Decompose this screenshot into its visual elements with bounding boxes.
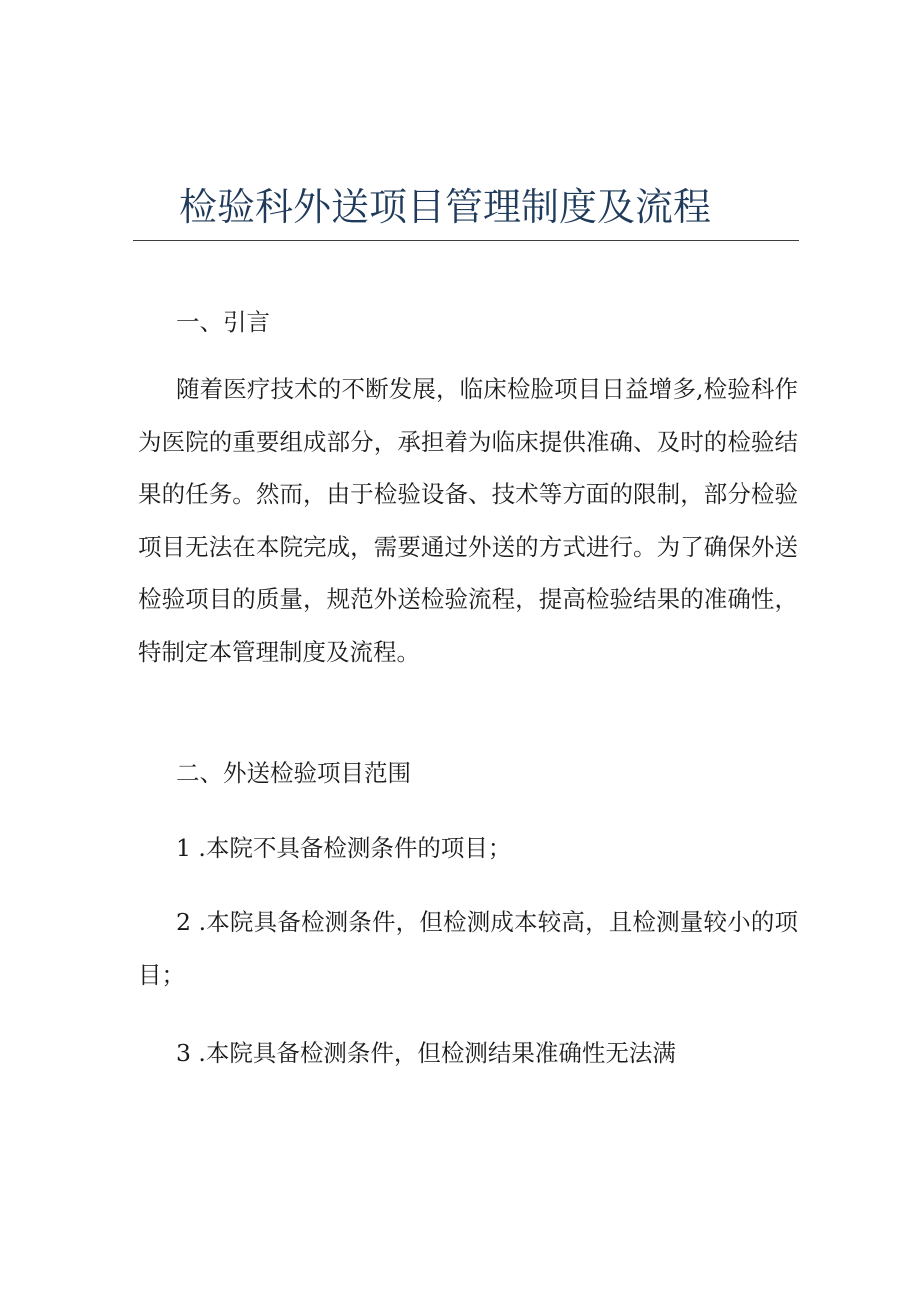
intro-paragraph: 随着医疗技术的不断发展，临床检脸项目日益增多,检验科作为医院的重要组成部分，承担着为临床提供准确、及时的检验结果的任务。然而，由于检验设备、技术等方面的限制，部分检验项目无法在本院完成，需要通过外送的方式进行。为了确保外送检验项目的质量，规范外送检验流程，提高检验结果的准确性，特制定本管理制度及流程。 [138,375,798,666]
scope-item-3: 3 .本院具备检测条件，但检测结果准确性无法满 [176,1039,676,1067]
document-title: 检验科外送项目管理制度及流程 [178,185,711,229]
section-heading-scope: 二、外送检验项目范围 [176,759,411,787]
section-heading-intro: 一、引言 [176,308,270,336]
scope-item-2: 2 .本院具备检测条件，但检测成本较高，且检测量较小的项目； [138,908,798,989]
scope-item-1: 1 .本院不具备检测条件的项目； [176,834,512,862]
title-underline [133,240,799,241]
